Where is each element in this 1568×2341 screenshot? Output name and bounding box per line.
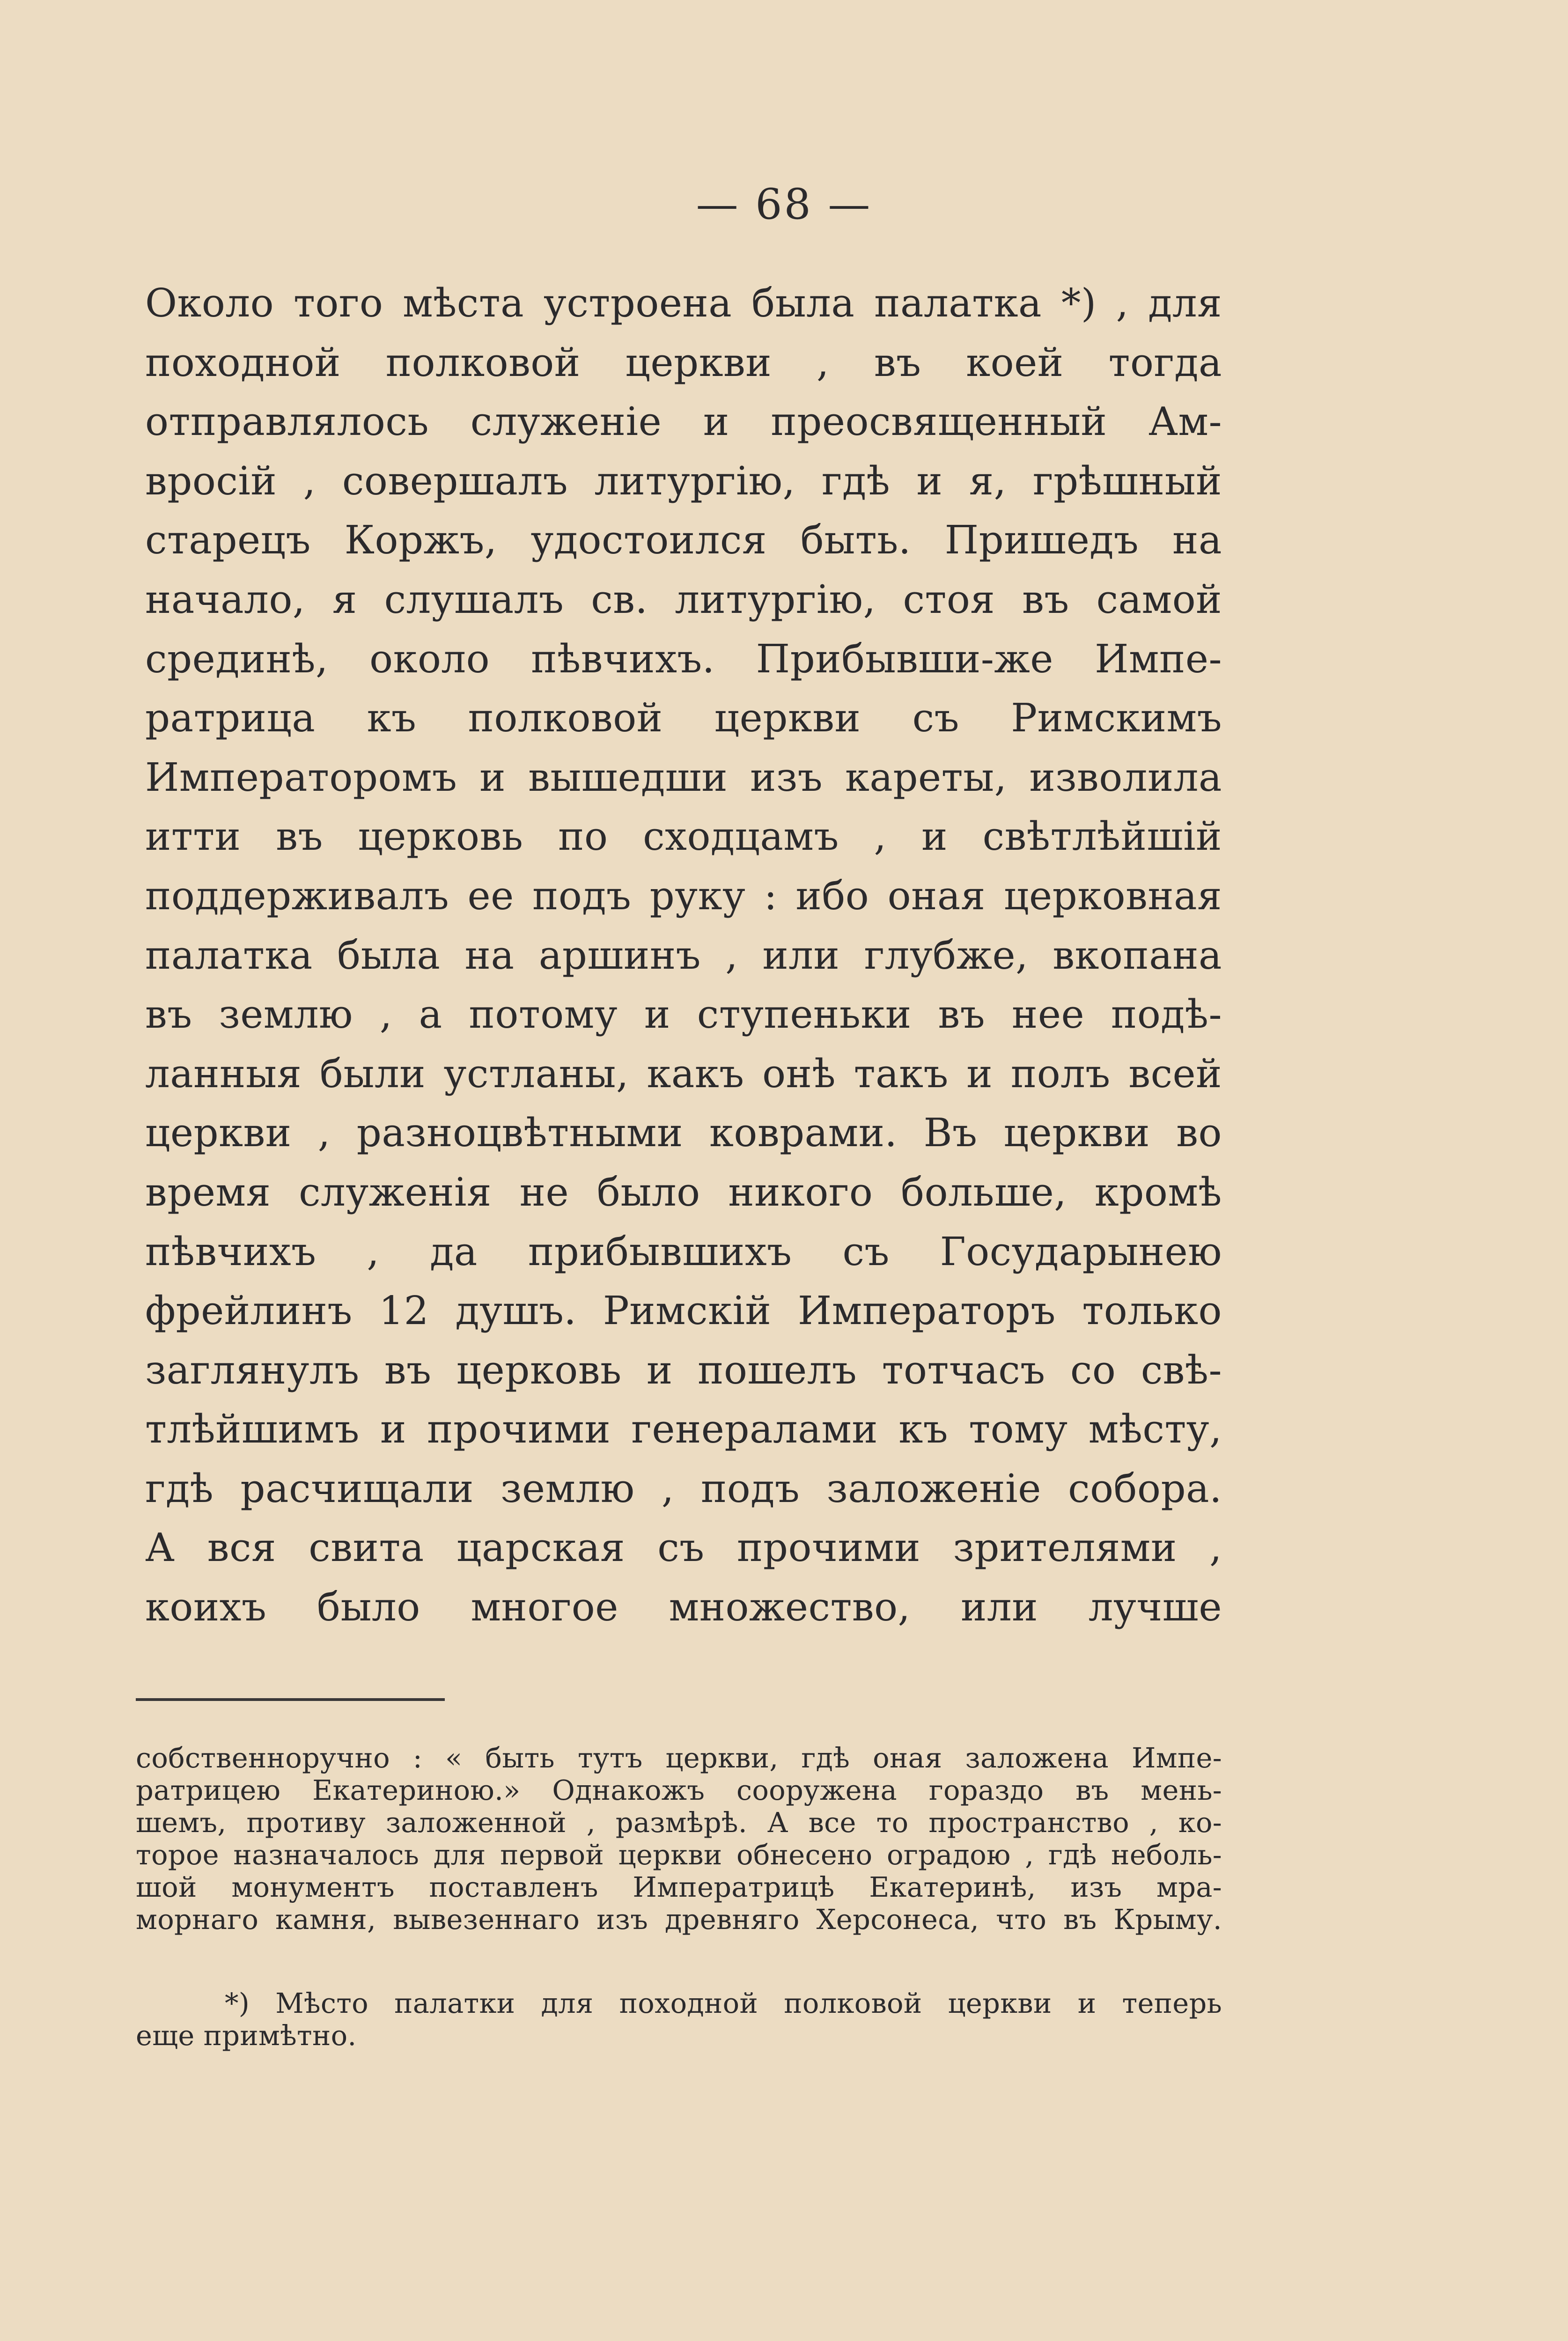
text-line: срединѣ, около пѣвчихъ. Прибывши-же Импе- [145,636,1222,682]
footnote-line: собственноручно : « быть тутъ церкви, гдѣ оная заложена Импе- [136,1742,1222,1774]
text-line: походной полковой церкви , въ коей тогда [145,339,1222,385]
text-line: Около того мѣста устроена была палатка *) , для [145,280,1222,326]
text-line: отправлялось служеніе и преосвященный Ам- [145,399,1222,445]
text-line: ратрица къ полковой церкви съ Римскимъ [145,695,1222,741]
footnote-line: шой монументъ поставленъ Императрицѣ Екатеринѣ, изъ мра- [136,1871,1222,1903]
text-line: старецъ Коржъ, удостоился быть. Пришедъ на [145,517,1222,563]
footnote-line: ратрицею Екатериною.» Однакожъ сооружена гораздо въ мень- [136,1774,1222,1806]
footnote-continued [136,1742,1222,1936]
text-line: время служенія не было никого больше, кромѣ [145,1169,1222,1215]
text-line: коихъ было многое множество, или лучше [145,1584,1222,1630]
text-line: начало, я слушалъ св. литургію, стоя въ самой [145,576,1222,622]
text-line: палатка была на аршинъ , или глубже, вкопана [145,932,1222,978]
footnote-line: *) Мѣсто палатки для походной полковой церкви и теперь [225,1987,1222,2019]
page-number: — 68 — [696,180,872,229]
text-line: заглянулъ въ церковь и пошелъ тотчасъ со свѣ- [145,1347,1222,1393]
footnote-divider [136,1698,445,1701]
text-line: въ землю , а потому и ступеньки въ нее подѣ- [145,992,1222,1038]
text-line: фрейлинъ 12 душъ. Римскій Императоръ только [145,1288,1222,1334]
footnote-line: морнаго камня, вывезеннаго изъ древняго Херсонеса, что въ Крыму. [136,1903,1222,1936]
text-line: гдѣ расчищали землю , подъ заложеніе собора. [145,1465,1222,1511]
text-line: пѣвчихъ , да прибывшихъ съ Государынею [145,1229,1222,1274]
main-text [145,274,1222,1637]
footnote-line: еще примѣтно. [136,2019,357,2052]
text-line: тлѣйшимъ и прочими генералами къ тому мѣсту, [145,1406,1222,1452]
footnote-star [136,1987,1222,2052]
text-line: Императоромъ и вышедши изъ кареты, изволила [145,754,1222,800]
text-line: итти въ церковь по сходцамъ , и свѣтлѣйшій [145,814,1222,860]
text-line: вросій , совершалъ литургію, гдѣ и я, грѣшный [145,458,1222,504]
text-line: ланныя были устланы, какъ онѣ такъ и полъ всей [145,1051,1222,1097]
text-line: поддерживалъ ее подъ руку : ибо оная церковная [145,873,1222,919]
text-line: А вся свита царская съ прочими зрителями , [145,1525,1222,1571]
text-line: церкви , разноцвѣтными коврами. Въ церкви во [145,1110,1222,1156]
footnote-line: торое назначалось для первой церкви обнесено оградою , гдѣ неболь- [136,1839,1222,1871]
footnote-line: шемъ, противу заложенной , размѣрѣ. А все то пространство , ко- [136,1806,1222,1839]
